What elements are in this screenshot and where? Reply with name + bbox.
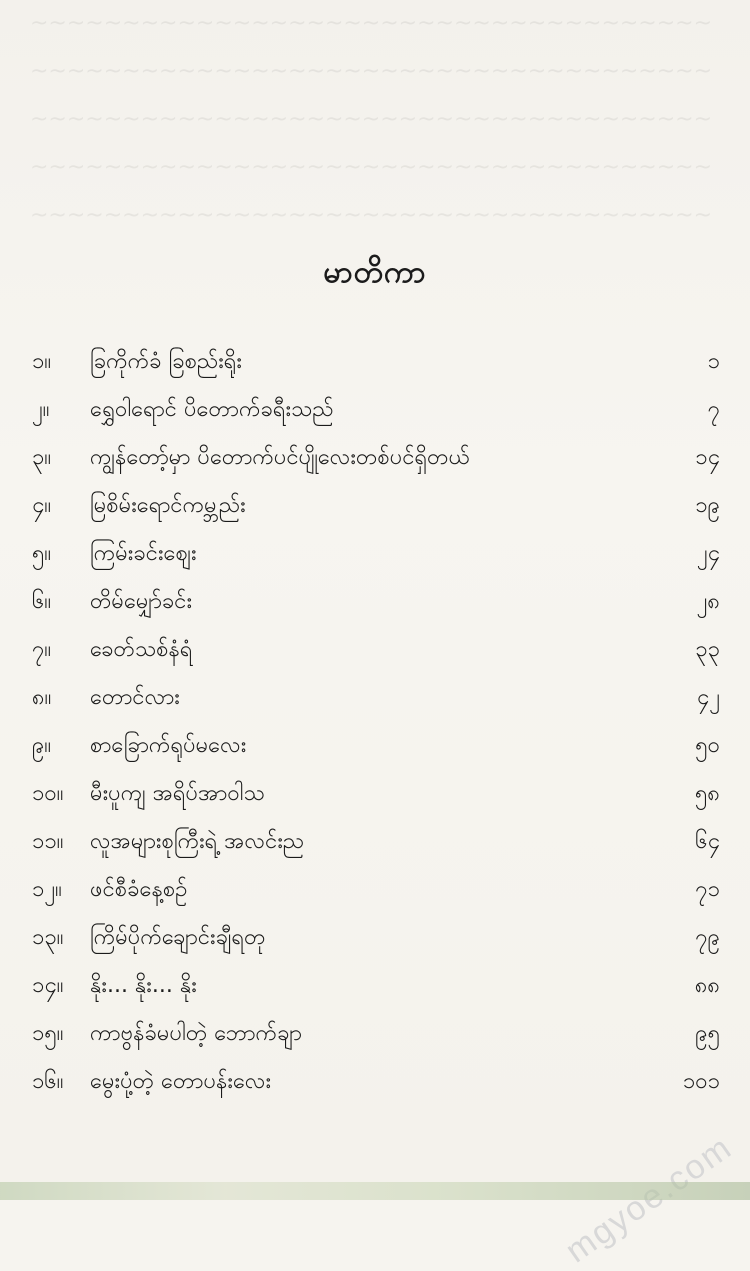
toc-entry-page: ၁၄ (695, 445, 720, 470)
toc-entry-number: ၁။ (32, 349, 52, 374)
toc-entry (0, 1060, 750, 1108)
page-edge-strip (0, 1182, 750, 1200)
toc-entry (0, 916, 750, 964)
toc-entry (0, 964, 750, 1012)
table-of-contents (0, 340, 750, 1108)
toc-entry-number: ၈။ (32, 685, 52, 710)
toc-entry (0, 484, 750, 532)
toc-entry-page: ၉၅ (695, 1021, 720, 1046)
toc-entry-page: ၅၀ (695, 733, 720, 758)
toc-entry-title: ရွှေဝါရောင် ပိတောက်ခရီးသည် (90, 397, 334, 422)
toc-entry-title: ဖင်စီခံနေ့စဉ် (90, 877, 188, 902)
toc-entry-page: ၃၃ (695, 637, 720, 662)
toc-entry-page: ၈၈ (694, 973, 720, 998)
toc-entry-number: ၅။ (32, 541, 52, 566)
toc-entry-title: မွေးပုံ့တဲ့ တောပန်းလေး (90, 1069, 272, 1094)
toc-entry-title: မြစိမ်းရောင်ကမ္ဘည်း (90, 493, 246, 518)
toc-entry-page: ၂၈ (696, 589, 720, 614)
toc-entry-page: ၇၉ (695, 925, 720, 950)
toc-entry-number: ၁၃။ (32, 925, 64, 950)
toc-entry-title: ကာဗွန်ခံမပါတဲ့ ဘောက်ချာ (90, 1021, 302, 1046)
toc-entry-page: ၄၂ (696, 685, 720, 710)
toc-entry-title: မီးပူကျ အရိပ်အာဝါသ (90, 781, 265, 806)
show-through-text: ~~~~~~~~~~~~~~~~~~~~~~~~~~~~~~~~~~~~~ ~~~~~~~~~~~~~~~~~~~~~~~~~~~~~~~~~~~~~ ~~~~~~~~~~~~~~~~~~~~~~~~~~~~~~~~~~~~~ ~~~~~~~~~~~~~~~~~~~~~~~~~~~~~~~~~~~~~ ~~~~~~~~~~~~~~~~~~~~~~~~~~~~~~~~~~~~~ (30, 11, 713, 228)
toc-entry-title: စာခြောက်ရုပ်မလေး (90, 733, 247, 758)
toc-entry (0, 868, 750, 916)
toc-entry-title: ခြကိုက်ခံ ခြစည်းရိုး (90, 349, 243, 374)
toc-entry-number: ၁၆။ (32, 1069, 64, 1094)
toc-entry (0, 388, 750, 436)
toc-entry (0, 676, 750, 724)
toc-entry-title: တိမ်မျှော်ခင်း (90, 589, 193, 614)
toc-entry-number: ၄။ (32, 493, 52, 518)
toc-entry-title: ကျွန်တော့်မှာ ပိတောက်ပင်ပျိုလေးတစ်ပင်ရှိတယ် (90, 445, 470, 470)
toc-entry (0, 724, 750, 772)
toc-entry-number: ၁၅။ (32, 1021, 64, 1046)
toc-entry-title: ကြမ်းခင်းဈေး (90, 541, 197, 566)
toc-entry (0, 628, 750, 676)
toc-entry-title: လူအများစုကြီးရဲ့ အလင်းည (90, 829, 305, 854)
toc-entry-number: ၁၂။ (32, 877, 62, 902)
toc-entry-page: ၂၄ (696, 541, 720, 566)
toc-entry-number: ၃။ (32, 445, 52, 470)
toc-entry-number: ၁၄။ (32, 973, 64, 998)
toc-entry (0, 340, 750, 388)
toc-entry-number: ၉။ (32, 733, 52, 758)
toc-entry (0, 820, 750, 868)
toc-entry-page: ၁ (707, 349, 720, 374)
toc-entry-number: ၆။ (32, 589, 52, 614)
toc-entry-title: ကြိမ်ပိုက်ချောင်းချီရတု (90, 925, 266, 950)
toc-entry-page: ၇ (707, 397, 720, 422)
toc-entry-page: ၁၀၁ (682, 1069, 720, 1094)
toc-entry (0, 1012, 750, 1060)
toc-entry-page: ၇၁ (695, 877, 720, 902)
toc-entry-page: ၅၈ (695, 781, 720, 806)
toc-entry-number: ၁၁။ (32, 829, 64, 854)
toc-entry (0, 772, 750, 820)
toc-entry (0, 580, 750, 628)
toc-entry-page: ၁၉ (695, 493, 720, 518)
toc-entry-page: ၆၄ (695, 829, 720, 854)
toc-entry-number: ၂။ (32, 397, 50, 422)
toc-entry-title: နိုး... နိုး... နိုး (90, 973, 197, 998)
toc-entry-number: ၁၀။ (32, 781, 64, 806)
toc-entry-number: ၇။ (32, 637, 52, 662)
toc-entry (0, 532, 750, 580)
toc-entry-title: ခေတ်သစ်နံရံ (90, 637, 193, 662)
page-title: မာတိကာ (323, 255, 427, 290)
toc-entry (0, 436, 750, 484)
toc-entry-title: တောင်လား (90, 685, 180, 710)
